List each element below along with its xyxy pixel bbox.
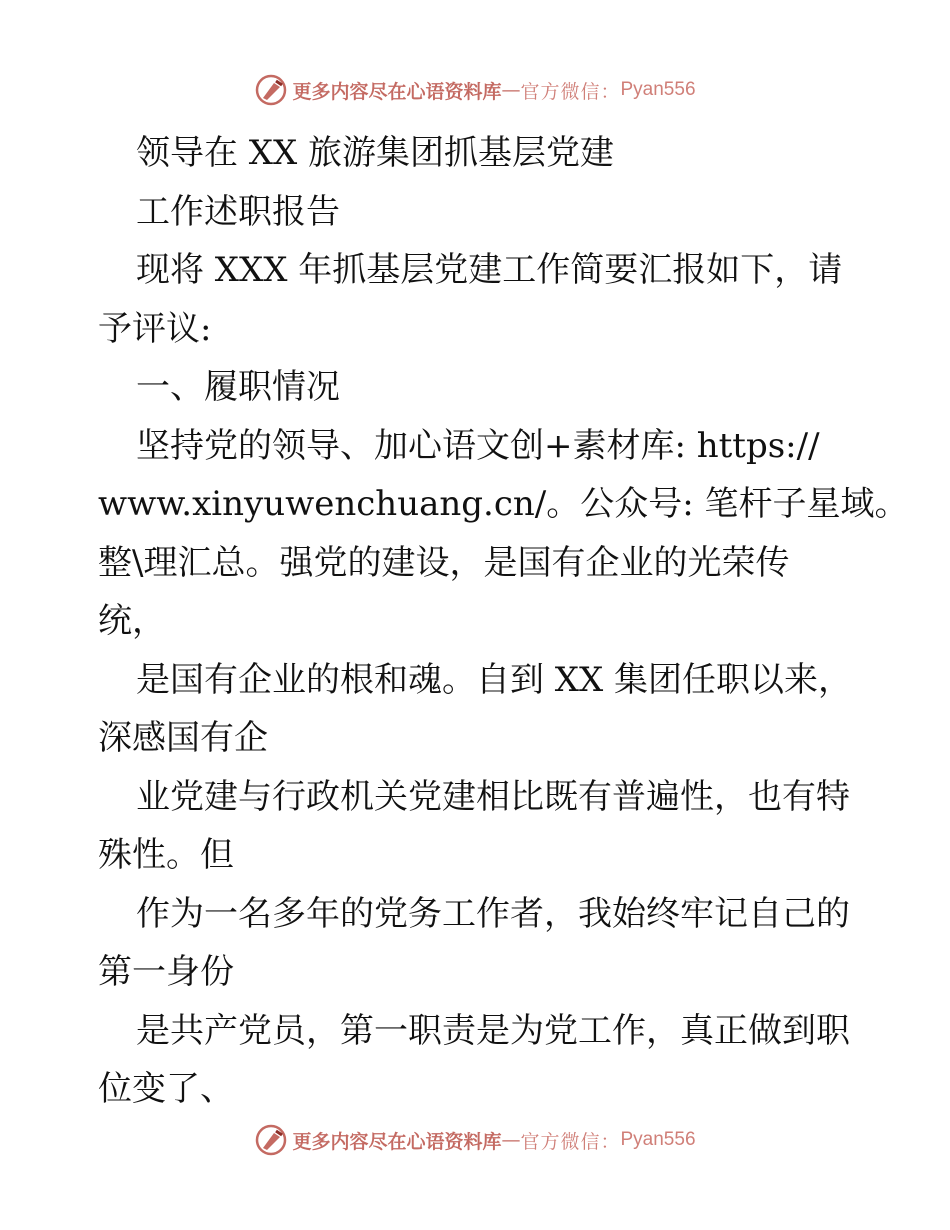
doc-paragraph-line: 作为一名多年的党务工作者，我始终牢记自己的 <box>136 893 850 934</box>
doc-paragraph-line: 位变了、 <box>98 1069 234 1109</box>
doc-paragraph-line: 是共产党员，第一职责是为党工作，真正做到职 <box>136 1010 850 1051</box>
doc-paragraph-line: 业党建与行政机关党建相比既有普遍性，也有特 <box>136 776 850 817</box>
watermark-wechat-label: 官方微信： <box>520 80 621 103</box>
watermark-wechat-label: 官方微信： <box>520 1130 621 1153</box>
doc-paragraph-line: 现将 XXX 年抓基层党建工作简要汇报如下，请 <box>136 250 843 290</box>
doc-paragraph-line: 深感国有企 <box>98 718 268 758</box>
watermark-wechat-id: Pyan556 <box>620 79 696 100</box>
doc-paragraph-line: 坚持党的领导、加心语文创+素材库: https:// <box>136 425 820 466</box>
watermark-separator: — <box>501 1129 521 1151</box>
doc-paragraph-line: www.xinyuwenchuang.cn/。公众号: 笔杆子星域。 <box>98 484 909 524</box>
doc-paragraph-line: 殊性。但 <box>98 835 234 875</box>
doc-title-line-2: 工作述职报告 <box>136 191 340 232</box>
doc-section-heading: 一、履职情况 <box>136 367 340 407</box>
watermark-separator: — <box>501 79 521 101</box>
doc-paragraph-line: 统， <box>98 601 166 641</box>
doc-title-line-1: 领导在 XX 旅游集团抓基层党建 <box>136 133 615 173</box>
pen-nib-logo-icon <box>254 1123 288 1157</box>
doc-paragraph-line: 整\理汇总。强党的建设，是国有企业的光荣传 <box>98 542 790 583</box>
watermark-brand-text: 更多内容尽在心语资料库 <box>292 1130 502 1153</box>
doc-paragraph-line: 予评议: <box>98 308 212 349</box>
footer-watermark-banner <box>0 1120 950 1160</box>
header-watermark-banner <box>0 70 950 110</box>
watermark-brand-text: 更多内容尽在心语资料库 <box>292 80 502 103</box>
document-body <box>98 124 909 1119</box>
pen-nib-logo-icon <box>254 73 288 107</box>
watermark-wechat-id: Pyan556 <box>620 1129 696 1150</box>
doc-paragraph-line: 第一身份 <box>98 952 234 992</box>
doc-paragraph-line: 是国有企业的根和魂。自到 XX 集团任职以来， <box>136 659 853 700</box>
